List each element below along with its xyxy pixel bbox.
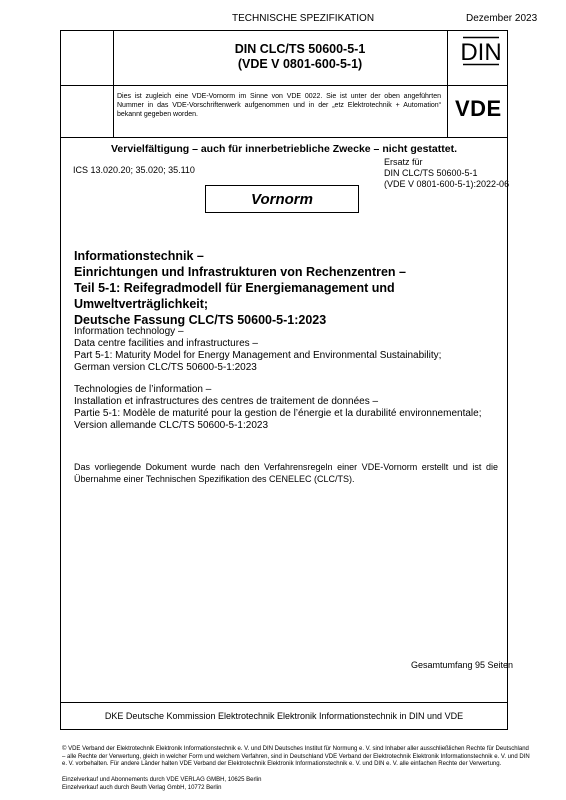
title-fr-line: Version allemande CLC/TS 50600-5-1:2023 <box>74 420 269 431</box>
status-box: Vornorm <box>205 185 359 213</box>
title-de-line: Deutsche Fassung CLC/TS 50600-5-1:2023 <box>74 313 327 327</box>
title-fr-line: Partie 5-1: Modèle de maturité pour la gestion de l’énergie et la durabilité environnementale; <box>74 408 482 419</box>
right-column-divider <box>447 30 448 137</box>
title-de-line: Umweltverträglichkeit; <box>74 297 209 311</box>
sales-line-beuth: Einzelverkauf auch durch Beuth Verlag GmbH, 10772 Berlin <box>62 785 222 791</box>
sales-line-vde: Einzelverkauf und Abonnements durch VDE VERLAG GMBH, 10625 Berlin <box>62 777 262 783</box>
cover-frame <box>60 30 508 730</box>
ics-codes: ICS 13.020.20; 35.020; 35.110 <box>73 165 195 175</box>
dke-line: DKE Deutsche Kommission Elektrotechnik Elektronik Informationstechnik in DIN und VDE <box>104 711 464 721</box>
title-en-line: German version CLC/TS 50600-5-1:2023 <box>74 362 257 373</box>
title-fr-line: Technologies de l’information – <box>74 384 212 395</box>
din-logo-text: DIN <box>462 39 500 66</box>
total-pages: Gesamtumfang 95 Seiten <box>411 660 514 670</box>
left-column-divider <box>113 30 114 137</box>
title-de-line: Teil 5-1: Reifegradmodell für Energiemanagement und <box>74 281 395 295</box>
din-logo <box>462 36 500 66</box>
title-en-line: Part 5-1: Maturity Model for Energy Management and Environmental Sustainability; <box>74 350 442 361</box>
title-german <box>74 248 494 328</box>
replaces-label: Ersatz für <box>384 157 423 167</box>
title-de-line: Informationstechnik – <box>74 249 204 263</box>
reproduction-notice: Vervielfältigung – auch für innerbetriebliche Zwecke – nicht gestattet. <box>110 143 457 155</box>
copyright-notice: © VDE Verband der Elektrotechnik Elektronik Informationstechnik e. V. und DIN Deutsches Institut für Normung e. V. sind Inhaber aller ausschließlichen Rechte für Deutschland – alle Rechte der Verwertung, gleich in welcher Form und welchem Verfahren, sind in Deutschland VDE Verband der Elektrotechnik Elektronik Informationstechnik e. V. und DIN e. V. vorbehalten. Für andere Länder halten VDE Verband der Elektrotechnik Elektronik Informationstechnik e. V. und DIN e. V. alle einfachen Rechte der Verwertung. <box>62 746 530 768</box>
document-statement: Das vorliegende Dokument wurde nach den Verfahrensregeln einer VDE-Vornorm erstellt und ist die Übernahme einer Technischen Spezifikation des CENELEC (CLC/TS). <box>74 462 498 484</box>
divider-header <box>60 85 508 86</box>
standard-number: DIN CLC/TS 50600-5-1 <box>234 42 366 56</box>
replaces-standard: DIN CLC/TS 50600-5-1 <box>384 168 478 178</box>
divider-note <box>60 137 508 138</box>
replaces-block <box>384 157 509 190</box>
document-type: TECHNISCHE SPEZIFIKATION <box>232 13 375 24</box>
publication-date: Dezember 2023 <box>466 13 538 24</box>
title-en-line: Data centre facilities and infrastructures – <box>74 338 258 349</box>
vde-classification: (VDE V 0801-600-5-1) <box>237 57 363 71</box>
replaces-vde: (VDE V 0801-600-5-1):2022-06 <box>384 179 510 189</box>
divider-footer <box>60 702 508 703</box>
title-fr-line: Installation et infrastructures des centres de traitement de données – <box>74 396 379 407</box>
title-english <box>74 326 494 374</box>
title-de-line: Einrichtungen und Infrastrukturen von Rechenzentren – <box>74 265 406 279</box>
title-en-line: Information technology – <box>74 326 184 337</box>
vde-note: Dies ist zugleich eine VDE-Vornorm im Sinne von VDE 0022. Sie ist unter der oben angeführten Nummer in das VDE-Vorschriftenwerk aufgenommen und in der „etz Elektrotechnik + Automation“ bekannt gegeben worden. <box>117 93 441 118</box>
title-french <box>74 384 504 432</box>
vde-logo: VDE <box>455 96 502 121</box>
